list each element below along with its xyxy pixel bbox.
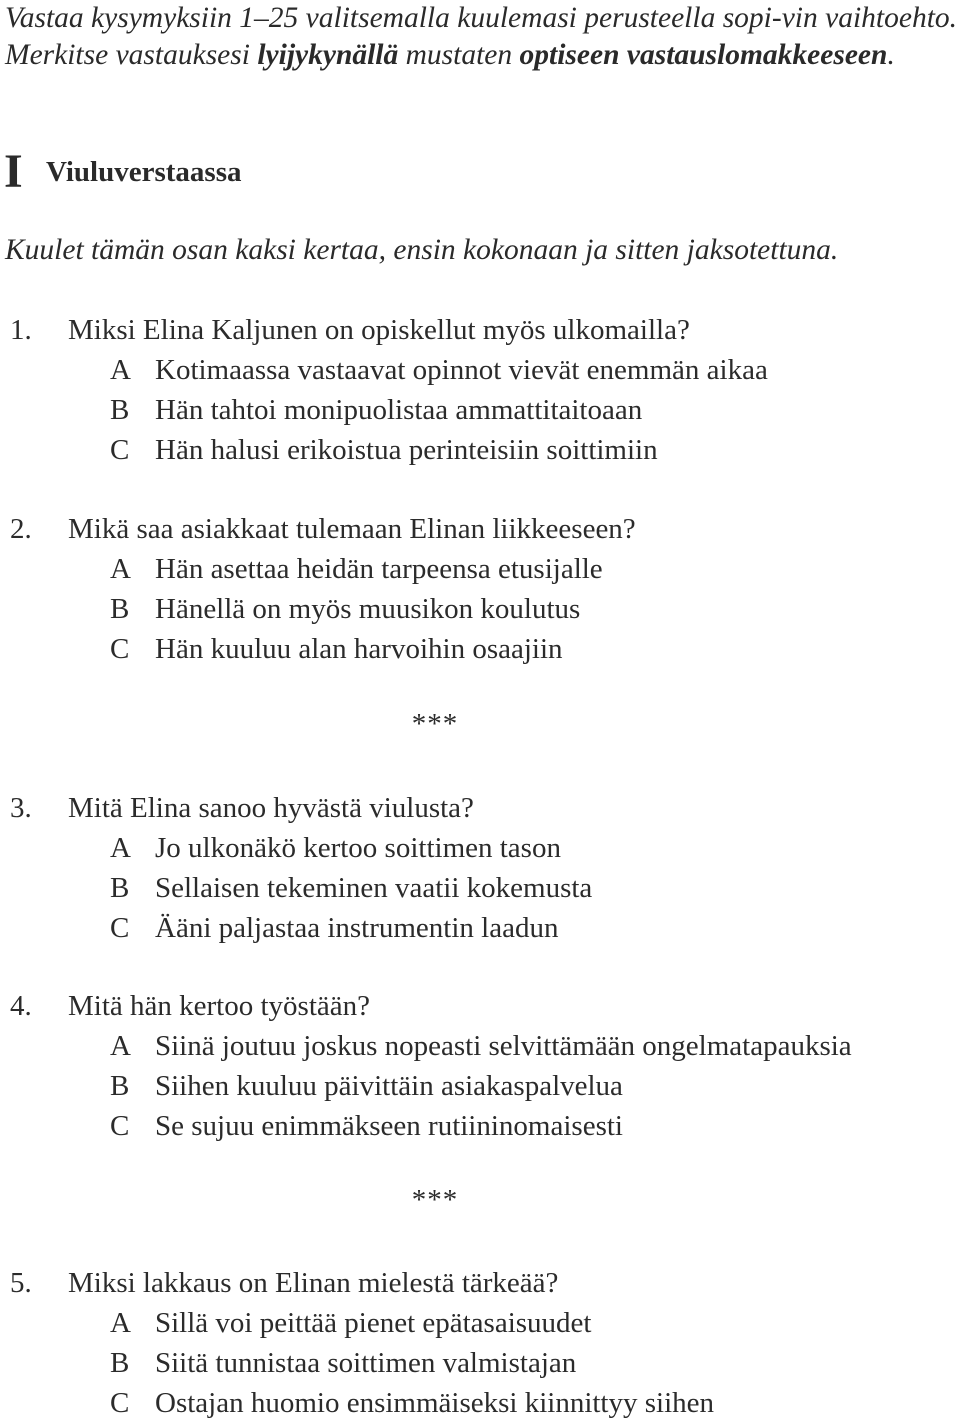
option-c: [0, 629, 960, 669]
option-text: Hän asettaa heidän tarpeensa etusijalle: [155, 553, 603, 585]
option-letter: A: [110, 832, 131, 864]
question-number: 1.: [10, 314, 32, 346]
option-letter: B: [110, 1070, 130, 1102]
option-letter: B: [110, 1347, 130, 1379]
option-text: Jo ulkonäkö kertoo soittimen tason: [155, 832, 561, 864]
option-letter: B: [110, 394, 130, 426]
option-letter: C: [110, 1110, 130, 1142]
option-a: [0, 549, 960, 589]
question-text: Mikä saa asiakkaat tulemaan Elinan liikkeeseen?: [68, 513, 636, 545]
option-text: Ääni paljastaa instrumentin laadun: [155, 912, 559, 944]
option-c: [0, 1383, 960, 1423]
question-text: Mitä Elina sanoo hyvästä viulusta?: [68, 792, 474, 824]
question-text: Mitä hän kertoo työstään?: [68, 990, 370, 1022]
option-text: Sillä voi peittää pienet epätasaisuudet: [155, 1307, 592, 1339]
option-c: [0, 1106, 960, 1146]
question-number: 2.: [10, 513, 32, 545]
question-5: [0, 1263, 960, 1423]
option-b: [0, 1066, 960, 1106]
option-text: Kotimaassa vastaavat opinnot vievät enemmän aikaa: [155, 354, 768, 386]
option-b: [0, 589, 960, 629]
option-letter: B: [110, 872, 130, 904]
option-c: [0, 908, 960, 948]
question-number: 4.: [10, 990, 32, 1022]
instructions-text-3: .: [887, 39, 895, 71]
option-letter: C: [110, 912, 130, 944]
question-stem: [0, 1263, 960, 1303]
option-text: Siinä joutuu joskus nopeasti selvittämään ongelmatapauksia: [155, 1030, 852, 1062]
instructions-text-1: Vastaa kysymyksiin 1–25 valitsemalla kuulemasi perusteella sopi-vin vaihtoehto. Merkitse vastauksesi: [5, 2, 958, 71]
section-note: Kuulet tämän osan kaksi kertaa, ensin kokonaan ja sitten jaksotettuna.: [5, 234, 839, 266]
section-separator: ***: [411, 708, 459, 740]
question-stem: [0, 310, 960, 350]
option-a: [0, 350, 960, 390]
section-number: I: [4, 145, 23, 198]
question-stem: [0, 788, 960, 828]
question-4: [0, 986, 960, 1146]
option-b: [0, 390, 960, 430]
option-letter: C: [110, 633, 130, 665]
option-text: Sellaisen tekeminen vaatii kokemusta: [155, 872, 593, 904]
question-2: [0, 509, 960, 669]
question-3: [0, 788, 960, 948]
option-letter: C: [110, 1387, 130, 1419]
instructions-text-2: mustaten: [398, 39, 520, 71]
option-b: [0, 1343, 960, 1383]
option-letter: A: [110, 1030, 131, 1062]
section-separator: ***: [411, 1184, 459, 1216]
option-a: [0, 1303, 960, 1343]
option-text: Hän tahtoi monipuolistaa ammattitaitoaan: [155, 394, 643, 426]
option-c: [0, 430, 960, 470]
question-number: 3.: [10, 792, 32, 824]
question-1: [0, 310, 960, 470]
question-text: Miksi Elina Kaljunen on opiskellut myös ulkomailla?: [68, 314, 690, 346]
option-text: Hän kuuluu alan harvoihin osaajiin: [155, 633, 563, 665]
option-letter: A: [110, 1307, 131, 1339]
question-stem: [0, 509, 960, 549]
option-text: Hänellä on myös muusikon koulutus: [155, 593, 581, 625]
option-letter: B: [110, 593, 130, 625]
instructions: [5, 0, 957, 74]
question-stem: [0, 986, 960, 1026]
option-letter: A: [110, 354, 131, 386]
option-text: Hän halusi erikoistua perinteisiin soittimiin: [155, 434, 658, 466]
section-name: Viuluverstaassa: [46, 156, 242, 188]
option-a: [0, 1026, 960, 1066]
section-title: [4, 144, 242, 199]
option-text: Siitä tunnistaa soittimen valmistajan: [155, 1347, 577, 1379]
option-b: [0, 868, 960, 908]
option-letter: C: [110, 434, 130, 466]
option-text: Siihen kuuluu päivittäin asiakaspalvelua: [155, 1070, 623, 1102]
instructions-bold-answer-sheet: optiseen vastauslomakkeeseen: [519, 39, 888, 71]
question-text: Miksi lakkaus on Elinan mielestä tärkeää?: [68, 1267, 559, 1299]
option-text: Ostajan huomio ensimmäiseksi kiinnittyy siihen: [155, 1387, 715, 1419]
question-number: 5.: [10, 1267, 32, 1299]
option-a: [0, 828, 960, 868]
option-text: Se sujuu enimmäkseen rutiininomaisesti: [155, 1110, 623, 1142]
instructions-bold-pencil: lyijykynällä: [257, 39, 399, 71]
option-letter: A: [110, 553, 131, 585]
